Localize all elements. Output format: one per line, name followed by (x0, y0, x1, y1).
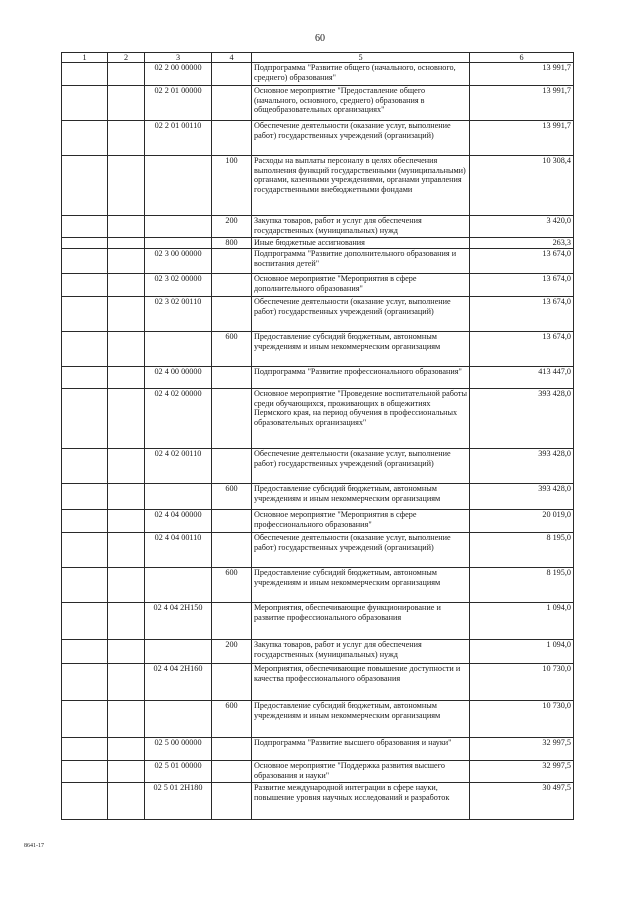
cell-amount: 10 730,0 (470, 701, 574, 738)
cell-expense-type (212, 249, 252, 274)
cell-amount: 1 094,0 (470, 603, 574, 640)
cell-code: 02 2 00 00000 (145, 63, 212, 86)
cell-col2 (108, 274, 145, 297)
table-row (62, 664, 574, 701)
cell-name: Обеспечение деятельности (оказание услуг, выполнение работ) государственных учреждений (организаций) (252, 533, 470, 568)
cell-col2 (108, 701, 145, 738)
cell-col1 (62, 664, 108, 701)
cell-code (145, 484, 212, 510)
cell-col2 (108, 156, 145, 216)
table-row (62, 738, 574, 761)
cell-code: 02 4 02 00110 (145, 449, 212, 484)
table-row (62, 510, 574, 533)
cell-expense-type (212, 274, 252, 297)
cell-amount: 13 674,0 (470, 297, 574, 332)
cell-col2 (108, 533, 145, 568)
cell-col1 (62, 761, 108, 783)
cell-col1 (62, 121, 108, 156)
cell-col1 (62, 86, 108, 121)
cell-name: Предоставление субсидий бюджетным, автономным учреждениям и иным некоммерческим организациям (252, 701, 470, 738)
cell-col1 (62, 274, 108, 297)
cell-name: Закупка товаров, работ и услуг для обеспечения государственных (муниципальных) нужд (252, 640, 470, 664)
cell-col1 (62, 568, 108, 603)
cell-col2 (108, 640, 145, 664)
table-row (62, 367, 574, 389)
table-row (62, 249, 574, 274)
cell-amount: 8 195,0 (470, 568, 574, 603)
cell-expense-type (212, 533, 252, 568)
cell-amount: 13 674,0 (470, 332, 574, 367)
cell-col2 (108, 86, 145, 121)
cell-name: Подпрограмма "Развитие общего (начального, основного, среднего) образования" (252, 63, 470, 86)
cell-col2 (108, 761, 145, 783)
cell-name: Основное мероприятие "Поддержка развития высшего образования и науки" (252, 761, 470, 783)
table-row (62, 63, 574, 86)
table-row (62, 783, 574, 820)
cell-name: Основное мероприятие "Мероприятия в сфере дополнительного образования" (252, 274, 470, 297)
budget-table (61, 52, 574, 820)
cell-expense-type: 200 (212, 216, 252, 238)
cell-col1 (62, 238, 108, 249)
cell-name: Предоставление субсидий бюджетным, автономным учреждениям и иным некоммерческим организациям (252, 568, 470, 603)
cell-name: Обеспечение деятельности (оказание услуг, выполнение работ) государственных учреждений (организаций) (252, 121, 470, 156)
cell-expense-type: 600 (212, 484, 252, 510)
cell-amount: 10 308,4 (470, 156, 574, 216)
cell-amount: 263,3 (470, 238, 574, 249)
cell-col2 (108, 510, 145, 533)
table-row (62, 274, 574, 297)
cell-name: Основное мероприятие "Проведение воспитательной работы среди обучающихся, проживающих в общежитиях Пермского края, на период обучения в профессиональных образовательных организациях" (252, 389, 470, 449)
cell-col1 (62, 701, 108, 738)
cell-col2 (108, 63, 145, 86)
cell-col1 (62, 783, 108, 820)
cell-name: Расходы на выплаты персоналу в целях обеспечения выполнения функций государственными (муниципальными) органами, казенными учреждениями, органами управления государственными внебюджетными фондами (252, 156, 470, 216)
cell-amount: 13 991,7 (470, 121, 574, 156)
cell-col2 (108, 216, 145, 238)
cell-amount: 8 195,0 (470, 533, 574, 568)
cell-name: Обеспечение деятельности (оказание услуг, выполнение работ) государственных учреждений (организаций) (252, 297, 470, 332)
cell-code (145, 238, 212, 249)
cell-col1 (62, 332, 108, 367)
table-row (62, 156, 574, 216)
table-row (62, 86, 574, 121)
page-number: 60 (315, 33, 325, 44)
cell-col1 (62, 603, 108, 640)
cell-col1 (62, 484, 108, 510)
cell-amount: 393 428,0 (470, 389, 574, 449)
cell-col2 (108, 249, 145, 274)
cell-col2 (108, 568, 145, 603)
cell-code: 02 4 02 00000 (145, 389, 212, 449)
cell-code: 02 3 02 00110 (145, 297, 212, 332)
cell-name: Предоставление субсидий бюджетным, автономным учреждениям и иным некоммерческим организациям (252, 484, 470, 510)
cell-name: Подпрограмма "Развитие высшего образования и науки" (252, 738, 470, 761)
cell-expense-type (212, 389, 252, 449)
cell-amount: 10 730,0 (470, 664, 574, 701)
table-row (62, 484, 574, 510)
cell-amount: 1 094,0 (470, 640, 574, 664)
cell-amount: 32 997,5 (470, 761, 574, 783)
cell-name: Мероприятия, обеспечивающие функционирование и развитие профессионального образования (252, 603, 470, 640)
cell-code: 02 4 04 2Н160 (145, 664, 212, 701)
cell-name: Мероприятия, обеспечивающие повышение доступности и качества профессионального образования (252, 664, 470, 701)
cell-col1 (62, 389, 108, 449)
cell-code: 02 5 00 00000 (145, 738, 212, 761)
cell-col2 (108, 484, 145, 510)
cell-expense-type (212, 783, 252, 820)
cell-code (145, 156, 212, 216)
cell-col1 (62, 738, 108, 761)
cell-code: 02 4 04 00110 (145, 533, 212, 568)
table-row (62, 449, 574, 484)
table-row (62, 216, 574, 238)
cell-col1 (62, 297, 108, 332)
cell-expense-type (212, 510, 252, 533)
table-row (62, 701, 574, 738)
cell-col2 (108, 297, 145, 332)
cell-expense-type: 600 (212, 332, 252, 367)
cell-amount: 3 420,0 (470, 216, 574, 238)
cell-amount: 13 991,7 (470, 63, 574, 86)
cell-expense-type: 600 (212, 568, 252, 603)
cell-col1 (62, 367, 108, 389)
table-row (62, 533, 574, 568)
column-header: 6 (470, 53, 574, 63)
cell-code: 02 3 02 00000 (145, 274, 212, 297)
cell-code: 02 4 04 00000 (145, 510, 212, 533)
table-row (62, 297, 574, 332)
column-header: 4 (212, 53, 252, 63)
cell-amount: 32 997,5 (470, 738, 574, 761)
cell-expense-type: 600 (212, 701, 252, 738)
cell-col1 (62, 449, 108, 484)
cell-col2 (108, 783, 145, 820)
cell-code: 02 4 04 2Н150 (145, 603, 212, 640)
cell-code (145, 216, 212, 238)
cell-col1 (62, 63, 108, 86)
cell-col2 (108, 238, 145, 249)
cell-expense-type: 100 (212, 156, 252, 216)
cell-amount: 393 428,0 (470, 449, 574, 484)
cell-col1 (62, 510, 108, 533)
cell-code: 02 5 01 2Н180 (145, 783, 212, 820)
cell-expense-type (212, 664, 252, 701)
cell-code (145, 568, 212, 603)
cell-col1 (62, 216, 108, 238)
cell-amount: 393 428,0 (470, 484, 574, 510)
cell-expense-type: 200 (212, 640, 252, 664)
cell-code: 02 5 01 00000 (145, 761, 212, 783)
table-body (62, 63, 574, 820)
cell-code: 02 3 00 00000 (145, 249, 212, 274)
table-row (62, 603, 574, 640)
cell-code (145, 332, 212, 367)
cell-name: Развитие международной интеграции в сфере науки, повышение уровня научных исследований и разработок (252, 783, 470, 820)
cell-name: Предоставление субсидий бюджетным, автономным учреждениям и иным некоммерческим организациям (252, 332, 470, 367)
cell-expense-type (212, 449, 252, 484)
cell-code (145, 701, 212, 738)
cell-code: 02 2 01 00000 (145, 86, 212, 121)
cell-name: Подпрограмма "Развитие дополнительного образования и воспитания детей" (252, 249, 470, 274)
cell-expense-type: 800 (212, 238, 252, 249)
cell-expense-type (212, 121, 252, 156)
cell-col2 (108, 449, 145, 484)
cell-name: Подпрограмма "Развитие профессионального образования" (252, 367, 470, 389)
table-row (62, 332, 574, 367)
column-header: 1 (62, 53, 108, 63)
cell-col1 (62, 533, 108, 568)
cell-name: Иные бюджетные ассигнования (252, 238, 470, 249)
table-row (62, 121, 574, 156)
cell-col1 (62, 249, 108, 274)
cell-col2 (108, 664, 145, 701)
cell-col1 (62, 640, 108, 664)
cell-col2 (108, 738, 145, 761)
cell-expense-type (212, 367, 252, 389)
cell-amount: 20 019,0 (470, 510, 574, 533)
cell-amount: 413 447,0 (470, 367, 574, 389)
table-row (62, 761, 574, 783)
cell-expense-type (212, 63, 252, 86)
column-header: 5 (252, 53, 470, 63)
column-header: 3 (145, 53, 212, 63)
cell-col2 (108, 332, 145, 367)
cell-amount: 13 674,0 (470, 249, 574, 274)
cell-expense-type (212, 738, 252, 761)
table-row (62, 389, 574, 449)
cell-col2 (108, 121, 145, 156)
table-row (62, 640, 574, 664)
cell-expense-type (212, 603, 252, 640)
cell-expense-type (212, 297, 252, 332)
cell-code: 02 4 00 00000 (145, 367, 212, 389)
cell-col2 (108, 367, 145, 389)
cell-amount: 13 674,0 (470, 274, 574, 297)
cell-code: 02 2 01 00110 (145, 121, 212, 156)
cell-name: Закупка товаров, работ и услуг для обеспечения государственных (муниципальных) нужд (252, 216, 470, 238)
cell-col1 (62, 156, 108, 216)
table-row (62, 568, 574, 603)
cell-name: Основное мероприятие "Мероприятия в сфере профессионального образования" (252, 510, 470, 533)
footer-doc-code: 8641-17 (24, 843, 44, 849)
cell-col2 (108, 389, 145, 449)
cell-name: Обеспечение деятельности (оказание услуг, выполнение работ) государственных учреждений (организаций) (252, 449, 470, 484)
cell-expense-type (212, 761, 252, 783)
cell-expense-type (212, 86, 252, 121)
cell-code (145, 640, 212, 664)
cell-name: Основное мероприятие "Предоставление общего (начального, основного, среднего) образования в общеобразовательных организациях" (252, 86, 470, 121)
column-header: 2 (108, 53, 145, 63)
cell-amount: 30 497,5 (470, 783, 574, 820)
cell-col2 (108, 603, 145, 640)
table-header-row (62, 53, 574, 63)
table-row (62, 238, 574, 249)
cell-amount: 13 991,7 (470, 86, 574, 121)
